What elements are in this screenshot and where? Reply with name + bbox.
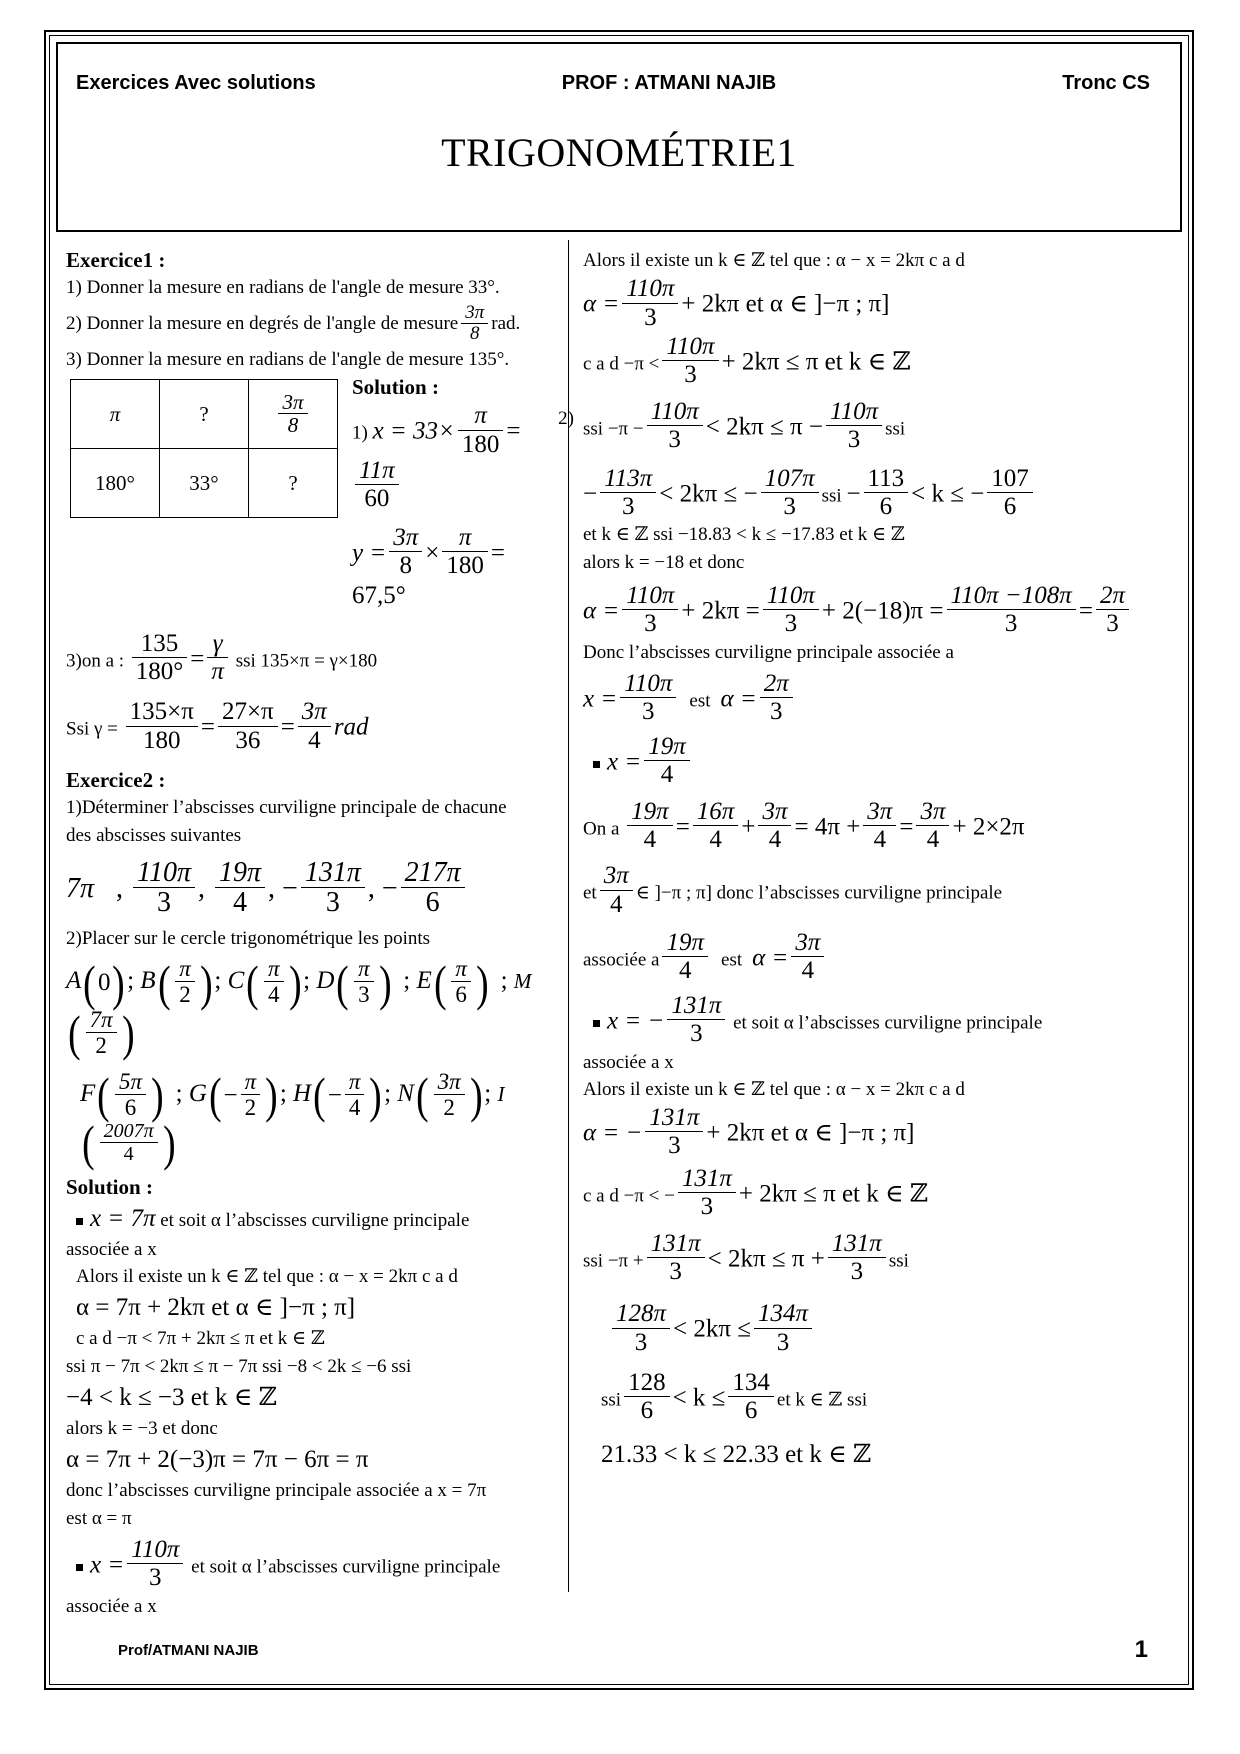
exercise1-solution-step3 (66, 631, 556, 686)
right-line-alors-k18: alors k = −18 et donc (583, 551, 745, 573)
r14-text: et soit α l’abscisses curviligne principale (733, 1012, 1043, 1033)
point-I-value: $\frac{2007\pi}{4}$ (100, 1121, 158, 1165)
solution-bullet-2-line2: associée a x (66, 1595, 157, 1617)
abscissa-4: $\frac{131\pi}{3}$ (301, 858, 365, 919)
r20-fraction-2: $\frac{134\pi}{3}$ (754, 1301, 812, 1356)
r3-suffix: ssi (885, 418, 906, 440)
step1-equals: = (506, 417, 521, 445)
exercise1-question-2 (66, 303, 556, 345)
abscissa-1: 7π (66, 872, 95, 904)
step3-fraction-1: $\frac{135}{180^\circ}$ (132, 631, 188, 686)
exercise2-solution-heading: Solution : (66, 1174, 153, 1199)
point-F-name: F (80, 1080, 96, 1108)
step4-unit: rad (333, 713, 369, 741)
page-inner-frame (49, 35, 1189, 1685)
abscissa-4-sign: − (282, 872, 298, 904)
abscissas-list: 7π , $\frac{110\pi}{3}$ , $\frac{19\pi}{4}$ , − $\frac{131\pi}{3}$ , − $\frac{217\pi}{6}$ (66, 858, 556, 919)
r17-rest: + 2kπ et α ∈ ]−π ; π] (706, 1119, 915, 1147)
r4-fraction-2: $\frac{107\pi}{3}$ (761, 466, 819, 521)
right-paren-icon: ) (369, 1067, 382, 1124)
table-row (71, 449, 338, 518)
step4-equals-1: = (200, 713, 215, 741)
bullet2-fraction: $\frac{110\pi}{3}$ (127, 1537, 183, 1592)
step2-times: × (425, 539, 440, 567)
point-D-name: D (316, 967, 335, 995)
point-F-value-group (95, 1067, 165, 1124)
exercise1-heading: Exercice1 : (66, 248, 166, 272)
step4-fraction-2: $\frac{27\times\pi}{36}$ (218, 699, 278, 754)
exercise1-solution-block (352, 375, 574, 614)
r11-fraction-1: $\frac{19\pi}{4}$ (627, 799, 673, 854)
r13-mid: est (721, 949, 743, 971)
r17-lhs: α = − (583, 1119, 643, 1147)
abscissa-5-sign: − (381, 872, 398, 904)
right-line-final-k: 21.33 < k ≤ 22.33 et k ∈ ℤ (601, 1440, 872, 1468)
r13-prefix: associée a (583, 949, 660, 971)
step1-fraction-2: $\frac{11\pi}{60}$ (355, 458, 399, 513)
r11-prefix: On a (583, 817, 620, 839)
right-paren-icon: ) (151, 1067, 164, 1124)
table-solution-row (66, 375, 574, 614)
point-I-name: I (497, 1082, 505, 1107)
solution-line-ssi1: ssi π − 7π < 2kπ ≤ π − 7π ssi −8 < 2k ≤ −6 ssi (66, 1355, 412, 1377)
r3-fraction-2: $\frac{110\pi}{3}$ (826, 399, 882, 454)
r9-lhs: x = (583, 685, 618, 713)
step2-lhs: y = (352, 539, 387, 567)
r4-fraction-3: $\frac{113}{6}$ (864, 466, 909, 521)
left-paren-icon: ( (157, 954, 171, 1011)
exercise1-solution-heading: Solution : (352, 375, 439, 400)
right-column (569, 240, 1182, 1592)
exercise1-solution-step2 (352, 525, 556, 612)
r18-fraction: $\frac{131\pi}{3}$ (678, 1166, 736, 1221)
point-E-value-group (432, 954, 491, 1011)
left-paren-icon: ( (336, 954, 349, 1011)
left-paren-icon: ( (433, 954, 447, 1011)
r18-prefix: c a d −π < − (583, 1185, 675, 1207)
solution-line-donc1: donc l’abscisses curviligne principale associée a x = 7π (66, 1480, 487, 1502)
right-line-interval (583, 863, 1172, 918)
r2-prefix: c a d −π < (583, 353, 660, 375)
cell-r2c2: 33° (160, 449, 249, 518)
angle-conversion-table (70, 379, 338, 518)
right-paren-icon: ) (476, 954, 489, 1011)
point-D-value: $\frac{\pi}{3}$ (354, 957, 374, 1007)
r11-fraction-5: $\frac{3\pi}{4}$ (916, 799, 949, 854)
step2-fraction-2: $\frac{\pi}{180}$ (442, 525, 488, 580)
r4-middle-1: < 2kπ ≤ − (659, 479, 758, 507)
r2-rest: + 2kπ ≤ π et k ∈ ℤ (721, 348, 911, 376)
r19-fraction-1: $\frac{131\pi}{3}$ (647, 1231, 705, 1286)
r21-fraction-2: $\frac{134}{6}$ (728, 1370, 774, 1425)
bullet1-text: et soit α l’abscisses curviligne principale (160, 1209, 470, 1231)
right-line-113pi (583, 466, 1172, 521)
point-N-name: N (397, 1080, 414, 1108)
right-line-alpha-131 (583, 1105, 1172, 1160)
footer-author: Prof/ATMANI NAJIB (118, 1641, 259, 1659)
exercise2-question-2: 2)Placer sur le cercle trigonométrique les points (66, 928, 431, 950)
point-M-name: M (513, 969, 532, 994)
left-paren-icon: ( (246, 954, 259, 1011)
solution-bullet-2 (66, 1537, 556, 1592)
point-A-value: 0 (97, 968, 111, 996)
masthead-row (58, 44, 1180, 95)
r12-rest: ∈ ]−π ; π] donc l’abscisses curviligne principale (635, 882, 1003, 904)
cell-r1c2: ? (160, 380, 249, 449)
exercise2-question-1-line2: des abscisses suivantes (66, 824, 242, 846)
r13-fraction-2: $\frac{3\pi}{4}$ (791, 930, 824, 985)
left-paren-icon: ( (83, 954, 96, 1011)
solution-line-donc2: est α = π (66, 1507, 132, 1529)
step4-prefix: Ssi γ = (66, 718, 118, 740)
r17-fraction: $\frac{131\pi}{3}$ (645, 1105, 703, 1160)
right-line-result-110pi (583, 671, 1172, 726)
footer (56, 1630, 1182, 1670)
point-B-name: B (140, 967, 156, 995)
r9-fraction-1: $\frac{110\pi}{3}$ (620, 671, 676, 726)
bullet2-text: et soit α l’abscisses curviligne principale (191, 1556, 501, 1578)
r18-rest: + 2kπ ≤ π et k ∈ ℤ (738, 1180, 929, 1208)
r12-fraction: $\frac{3\pi}{4}$ (600, 863, 633, 918)
r7-mid-1: + 2kπ = (681, 597, 760, 625)
exercise2-question-1-line1: 1)Déterminer l’abscisses curviligne principale de chacune (66, 797, 507, 819)
point-A-value-group (81, 954, 127, 1011)
r4-sign-2: − (846, 479, 861, 507)
abscissa-5: $\frac{217\pi}{6}$ (401, 858, 465, 919)
solution-bullet-1 (66, 1203, 556, 1235)
cell-r2c3: ? (249, 449, 338, 518)
exercise1-solution-step1 (352, 402, 574, 513)
right-paren-icon: ) (121, 1004, 135, 1061)
r7-fraction-3: $\frac{110\pi -108\pi}{3}$ (947, 583, 1076, 638)
r9-alpha: α = (720, 685, 757, 713)
r7-mid-2: + 2(−18)π = (821, 597, 944, 625)
r7-fraction-1: $\frac{110\pi}{3}$ (622, 583, 678, 638)
r11-mid-2: + (741, 812, 756, 840)
solution-line-alpha: α = 7π + 2kπ et α ∈ ]−π ; π] (76, 1294, 356, 1322)
r3-fraction-1: $\frac{110\pi}{3}$ (647, 399, 703, 454)
step3-equals: = (190, 644, 205, 672)
r2-fraction: $\frac{110\pi}{3}$ (662, 334, 718, 389)
r1-fraction: $\frac{110\pi}{3}$ (622, 276, 678, 331)
right-line-128-over-6 (583, 1370, 1172, 1425)
footer-page-number: 1 (1134, 1636, 1148, 1663)
page-frame (44, 30, 1194, 1690)
step4-equals-2: = (280, 713, 295, 741)
r20-middle: < 2kπ ≤ (673, 1315, 751, 1343)
point-M-value: $\frac{7\pi}{2}$ (86, 1008, 117, 1058)
r7-mid-3: = (1078, 597, 1093, 625)
abscissa-2: $\frac{110\pi}{3}$ (133, 858, 195, 919)
r11-mid-1: = (675, 812, 690, 840)
step2-result: = 67,5° (352, 539, 505, 609)
r10-fraction: $\frac{19\pi}{4}$ (644, 734, 690, 789)
header-level-label: Tronc CS (1062, 72, 1150, 94)
cell-r1c3 (249, 380, 338, 449)
r4-fraction-1: $\frac{113\pi}{3}$ (600, 466, 656, 521)
r14-lhs: x = − (607, 1007, 665, 1034)
right-paren-icon: ) (288, 954, 302, 1011)
left-paren-icon: ( (82, 1114, 95, 1171)
step2-fraction-1: $\frac{3\pi}{8}$ (389, 525, 422, 580)
left-paren-icon: ( (313, 1067, 326, 1124)
step4-fraction-3: $\frac{3\pi}{4}$ (298, 699, 331, 754)
point-C-name: C (227, 967, 245, 995)
right-paren-icon: ) (265, 1067, 278, 1124)
point-E-name: E (416, 967, 432, 995)
r19-suffix: ssi (888, 1249, 909, 1271)
point-N-value: $\frac{3\pi}{2}$ (434, 1070, 465, 1120)
right-line-ona (583, 799, 1172, 854)
r21-suffix: et k ∈ ℤ ssi (776, 1389, 868, 1411)
point-G-name: G (188, 1080, 207, 1108)
step3-fraction-2: $\frac{\gamma}{\pi}$ (207, 631, 228, 686)
point-G-sign: − (223, 1082, 238, 1110)
point-G-value-group (207, 1067, 280, 1124)
point-C-value: $\frac{\pi}{4}$ (264, 957, 284, 1007)
square-bullet-icon (593, 761, 600, 768)
point-H-name: H (293, 1080, 312, 1108)
solution-line-alors: Alors il existe un k ∈ ℤ tel que : α − x = 2kπ c a d (76, 1265, 458, 1287)
r12-prefix: et (583, 882, 597, 904)
r21-prefix: ssi (601, 1389, 622, 1411)
right-line-alors-2: Alors il existe un k ∈ ℤ tel que : α − x = 2kπ c a d (583, 1078, 965, 1100)
left-paren-icon: ( (68, 1004, 81, 1061)
right-line-alpha-110pi (583, 276, 1172, 331)
points-row-2: F( $\frac{5\pi}{6}$ ) ; G(− $\frac{\pi}{2}$ ); H(− $\frac{\pi}{4}$ ); N( $\frac{3\pi}{2}$ ); I( $\frac{2007\pi}{4}$ ) (80, 1067, 505, 1171)
r19-fraction-2: $\frac{131\pi}{3}$ (828, 1231, 886, 1286)
r4-fraction-4: $\frac{107}{6}$ (987, 466, 1033, 521)
right-line-ssi-131 (583, 1231, 1172, 1286)
r21-fraction-1: $\frac{128}{6}$ (624, 1370, 670, 1425)
r4-sign-1: − (583, 479, 598, 507)
q2-text: 2) Donner la mesure en degrés de l'angle de mesure (66, 313, 459, 335)
r11-mid-5: + 2×2π (952, 812, 1025, 840)
right-line-associee: associée a x (583, 1051, 674, 1073)
right-line-donc: Donc l’abscisses curviligne principale associée a (583, 641, 954, 663)
point-F-value: $\frac{5\pi}{6}$ (115, 1070, 146, 1120)
point-B-value-group (156, 954, 215, 1011)
right-line-128pi (583, 1301, 1172, 1356)
r10-lhs: x = (607, 748, 642, 775)
exercise1-question-3: 3) Donner la mesure en radians de l'angle de mesure 135°. (66, 349, 510, 371)
r9-fraction-2: $\frac{2\pi}{3}$ (760, 671, 793, 726)
square-bullet-icon (76, 1218, 83, 1225)
point-D-value-group (334, 954, 393, 1011)
right-paren-icon: ) (112, 954, 126, 1011)
r20-fraction-1: $\frac{128\pi}{3}$ (612, 1301, 670, 1356)
step3-prefix: 3)on a : (66, 649, 125, 671)
solution-line-alpha2: α = 7π + 2(−3)π = 7π − 6π = π (66, 1446, 369, 1474)
r14-fraction: $\frac{131\pi}{3}$ (667, 993, 725, 1048)
right-line-result-19pi (583, 930, 1172, 985)
square-bullet-icon (76, 1564, 83, 1571)
step1-label: 1) (352, 422, 368, 444)
point-G-value: $\frac{\pi}{2}$ (241, 1070, 261, 1120)
r19-middle: < 2kπ ≤ π + (707, 1244, 825, 1272)
step2-label: 2) (558, 408, 574, 430)
r7-fraction-2: $\frac{110\pi}{3}$ (763, 583, 819, 638)
masthead (56, 42, 1182, 232)
r4-ssi: ssi (821, 484, 842, 506)
header-prof-label: PROF : ATMANI NAJIB (561, 72, 777, 94)
abscissa-3: $\frac{19\pi}{4}$ (215, 858, 265, 919)
right-bullet-19pi (583, 734, 1172, 789)
point-E-value: $\frac{\pi}{6}$ (451, 957, 471, 1007)
header-left-label: Exercices Avec solutions (76, 72, 316, 94)
right-line-alors: Alors il existe un k ∈ ℤ tel que : α − x = 2kπ c a d (583, 250, 965, 271)
step4-fraction-1: $\frac{135\times\pi}{180}$ (126, 699, 198, 754)
r11-fraction-2: $\frac{16\pi}{4}$ (693, 799, 739, 854)
r11-mid-3: = 4π + (794, 812, 861, 840)
cell-r2c1: 180° (71, 449, 160, 518)
points-row-1: A(0); B( $\frac{\pi}{2}$ ); C( $\frac{\pi}{4}$ ); D( $\frac{\pi}{3}$ ) ; E( $\frac{\pi}{6}$ ) ; M( $\frac{7\pi}{2}$ ) (66, 954, 532, 1061)
step1-lhs: x = 33× (372, 417, 455, 445)
step1-fraction-1: $\frac{\pi}{180}$ (458, 403, 504, 458)
r1-lhs: α = (583, 290, 620, 318)
right-line-cad-131 (583, 1166, 1172, 1221)
point-I-value-group (80, 1114, 177, 1171)
r11-fraction-4: $\frac{3\pi}{4}$ (863, 799, 896, 854)
point-C-value-group (244, 954, 303, 1011)
r11-mid-4: = (899, 812, 914, 840)
point-H-value-group (311, 1067, 384, 1124)
cell-r1c3-fraction: $\frac{3\pi}{8}$ (278, 391, 307, 437)
solution-line-ssi2: −4 < k ≤ −3 et k ∈ ℤ (66, 1383, 277, 1411)
document-title: TRIGONOMÉTRIE1 (441, 130, 797, 175)
right-paren-icon: ) (199, 954, 213, 1011)
point-B-value: $\frac{\pi}{2}$ (175, 957, 195, 1007)
right-line-ssi-1 (583, 399, 1172, 454)
solution-line-cad: c a d −π < 7π + 2kπ ≤ π et k ∈ ℤ (76, 1328, 325, 1350)
solution-line-alors2: alors k = −3 et donc (66, 1417, 218, 1439)
point-N-value-group (414, 1067, 484, 1124)
r11-fraction-3: $\frac{3\pi}{4}$ (758, 799, 791, 854)
q2-unit: rad. (491, 313, 521, 335)
table-row (71, 380, 338, 449)
right-line-k-range: et k ∈ ℤ ssi −18.83 < k ≤ −17.83 et k ∈ ℤ (583, 524, 905, 546)
right-paren-icon: ) (469, 1067, 483, 1124)
right-line-cad (583, 334, 1172, 389)
step3-suffix: ssi 135×π = γ×180 (235, 649, 378, 671)
right-paren-icon: ) (378, 954, 392, 1011)
bullet2-lhs: x = (90, 1551, 125, 1579)
content-columns (56, 240, 1182, 1617)
left-column (56, 240, 574, 1617)
r4-middle-2: < k ≤ − (911, 479, 985, 507)
right-paren-icon: ) (162, 1114, 176, 1171)
cell-r1c1: π (71, 380, 160, 449)
exercise2-heading: Exercice2 : (66, 768, 166, 793)
r7-fraction-4: $\frac{2\pi}{3}$ (1096, 583, 1129, 638)
r21-middle: < k ≤ (672, 1384, 726, 1412)
exercise1-question-1: 1) Donner la mesure en radians de l'angle de mesure 33°. (66, 277, 500, 298)
point-H-sign: − (327, 1082, 342, 1110)
q2-fraction: $\frac{3\pi}{8}$ (461, 303, 488, 345)
left-paren-icon: ( (208, 1067, 222, 1124)
point-M-value-group (66, 1004, 136, 1061)
right-line-alpha-compute (583, 583, 1172, 638)
left-paren-icon: ( (416, 1067, 429, 1124)
r3-prefix: ssi −π − (583, 418, 644, 440)
r19-prefix: ssi −π + (583, 1249, 644, 1271)
square-bullet-icon (593, 1020, 600, 1027)
solution-bullet-1-line2: associée a x (66, 1238, 157, 1260)
left-paren-icon: ( (97, 1067, 110, 1124)
r13-alpha: α = (752, 944, 789, 972)
r1-rest: + 2kπ et α ∈ ]−π ; π] (681, 290, 890, 318)
exercise1-solution-step4 (66, 699, 556, 754)
r13-fraction-1: $\frac{19\pi}{4}$ (662, 930, 708, 985)
r9-mid: est (689, 690, 711, 712)
r7-lhs: α = (583, 597, 620, 625)
right-bullet-131pi (583, 993, 1172, 1048)
point-A-name: A (66, 967, 82, 995)
r3-middle: < 2kπ ≤ π − (705, 413, 823, 441)
bullet1-expression: x = 7π (90, 1204, 156, 1232)
point-H-value: $\frac{\pi}{4}$ (345, 1070, 365, 1120)
